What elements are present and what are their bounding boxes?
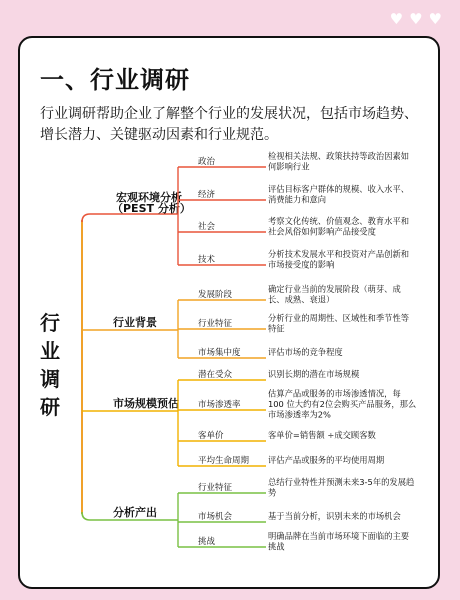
leaf-text: 总结行业特性并预测未来3-5年的发展趋 [268, 476, 415, 487]
heart-icon: ♥ [389, 10, 404, 28]
child-label: 市场机会 [198, 512, 233, 522]
heart-icon: ♥ [409, 10, 423, 28]
leaf-text: 挑战 [268, 541, 285, 552]
page-title: 一、行业调研 [40, 66, 190, 94]
leaf-text: 特征 [268, 323, 285, 334]
leaf-text: 市场渗透率为2% [268, 409, 331, 420]
leaf-text: 检视相关法规、政策扶持等政治因素如 [268, 150, 410, 161]
leaf-text: 100 位大约有2位会购买产品服务，那么 [268, 399, 417, 409]
heart-icon: ♥ [428, 10, 442, 28]
leaf-text: 评估目标客户群体的规模、收入水平、 [268, 183, 410, 194]
root-char: 业 [40, 339, 60, 363]
leaf-text: 估算产品或服务的市场渗透情况，每 [268, 388, 401, 399]
child-label: 平均生命周期 [198, 456, 250, 466]
child-label: 客单价 [198, 431, 224, 441]
leaf-text: 确定行业当前的发展阶段（萌芽、成 [268, 283, 401, 294]
root-char: 行 [40, 311, 60, 335]
leaf-text: 消费能力和意向 [268, 194, 327, 205]
branch-label: 行业背景 [113, 316, 157, 329]
child-label: 行业特征 [198, 483, 233, 493]
leaf-text: 基于当前分析，识别未来的市场机会 [268, 511, 401, 521]
branch-label: 宏观环境分析 [116, 191, 182, 204]
child-label: 发展阶段 [198, 290, 233, 300]
leaf-text: 考察文化传统、价值观念、教育水平和 [268, 215, 410, 226]
child-label: 挑战 [198, 537, 216, 547]
child-label: 市场渗透率 [198, 400, 241, 410]
leaf-text: 明确品牌在当前市场环境下面临的主要 [268, 530, 410, 541]
leaf-text: 评估产品或服务的平均使用周期 [268, 455, 385, 465]
child-label: 技术 [198, 255, 216, 265]
child-label: 社会 [198, 222, 216, 232]
intro-paragraph: 行业调研帮助企业了解整个行业的发展状况，包括市场趋势、增长潜力、关键驱动因素和行业规范。 [40, 106, 418, 143]
branch-connector [82, 214, 178, 222]
leaf-text: 何影响行业 [268, 161, 310, 172]
root-char: 研 [40, 395, 60, 419]
leaf-text: 分析技术发展水平和投资对产品创新和 [268, 248, 410, 259]
child-label: 市场集中度 [198, 348, 241, 358]
leaf-text: 势 [268, 487, 277, 498]
child-label: 行业特征 [198, 319, 233, 329]
mind-map [20, 38, 440, 589]
leaf-text: 识别长期的潜在市场规模 [268, 369, 360, 379]
leaf-text: 长、成熟、衰退） [268, 294, 335, 305]
branch-label: 市场规模预估 [113, 397, 179, 410]
leaf-text: 评估市场的竞争程度 [268, 347, 343, 357]
branch-label-sub: （PEST 分析） [112, 202, 191, 215]
child-label: 政治 [198, 157, 216, 167]
decor-hearts [390, 12, 442, 27]
leaf-text: 市场接受度的影响 [268, 259, 335, 270]
leaf-text: 分析行业的周期性、区域性和季节性等 [268, 312, 410, 323]
child-label: 经济 [198, 190, 216, 200]
root-char: 调 [40, 367, 60, 391]
child-label: 潜在受众 [198, 370, 233, 380]
leaf-text: 客单价=销售额 ÷成交顾客数 [268, 430, 376, 440]
leaf-text: 社会风俗如何影响产品接受度 [268, 226, 376, 237]
content-card [18, 36, 440, 589]
branch-label: 分析产出 [113, 506, 157, 519]
